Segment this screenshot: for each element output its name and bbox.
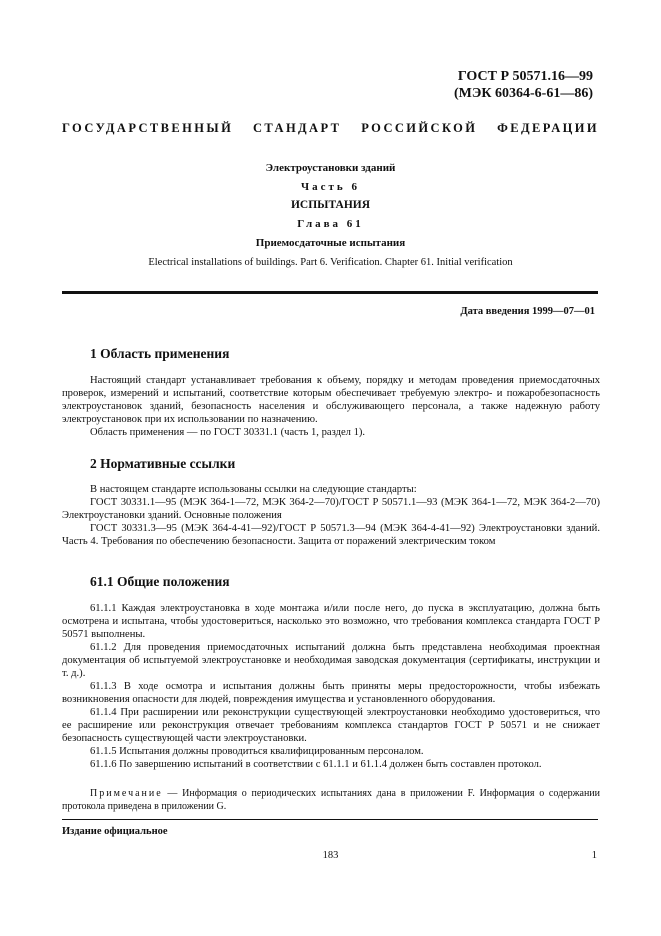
section-2-heading (90, 456, 235, 472)
banner-word: ГОСУДАРСТВЕННЫЙ (62, 121, 234, 135)
section-1-heading: 1 Область применения (90, 346, 230, 361)
title-english: Electrical installations of buildings. Part 6. Verification. Chapter 61. Initial verification (148, 257, 513, 268)
edition-label: Издание официальное (62, 826, 168, 837)
note-label: Примечание (90, 788, 163, 799)
section-2-heading-text: 2 Нормативные ссылки (90, 456, 236, 471)
note-text: — Информация о периодических испытаниях дана в приложении F. Информация о содержании протокола приведена в приложении G. (62, 788, 600, 812)
document-header (454, 68, 593, 102)
title-main: Электроустановки зданий (265, 162, 396, 174)
title-chapter: Глава 61 (297, 218, 364, 230)
paragraph: 61.1.6 По завершению испытаний в соответствии с 61.1.1 и 61.1.4 должен быть составлен протокол. (90, 759, 542, 770)
section-1-body (62, 374, 600, 439)
section-61-1-heading: 61.1 Общие положения (90, 574, 230, 589)
standard-number: ГОСТ Р 50571.16—99 (457, 69, 593, 84)
paragraph: Настоящий стандарт устанавливает требования к объему, порядку и методам проведения приемосдаточных проверок, измерений и испытаний, соответствие которым обеспечивает требуемую электро- и пожаробезопасность электроустановок зданий, безопасность населения и обслуживающего персонала, а также надежную работу электроустановок при их использовании по назначению. (62, 375, 600, 425)
paragraph: В настоящем стандарте использованы ссылки на следующие стандарты: (90, 484, 417, 495)
paragraph: 61.1.3 В ходе осмотра и испытания должны быть приняты меры предосторожности, чтобы избежать возникновения опасности для людей, повреждения имущества и установленного оборудования. (62, 681, 600, 705)
standard-banner (62, 121, 599, 136)
paragraph: 61.1.1 Каждая электроустановка в ходе монтажа и/или после него, до пуска в эксплуатацию, должна быть осмотрена и испытана, чтобы удостовериться, насколько это возможно, что требования комплекса стандарта ГОСТ Р 50571 выполнены. (62, 603, 600, 640)
section-2-body (62, 483, 600, 548)
iec-number: (МЭК 60364-6-61—86) (453, 86, 593, 101)
page-number: 183 (322, 850, 339, 861)
paragraph: 61.1.5 Испытания должны проводиться квалифицированным персоналом. (90, 746, 424, 757)
paragraph: 61.1.4 При расширении или реконструкции существующей электроустановки необходимо удостовериться, что ее расширение или реконструкция отвечает требованиям комплекса стандартов ГОСТ Р 50571 и не снижает безопасность существующей части электроустановки. (62, 707, 600, 744)
sheet-number: 1 (591, 850, 597, 861)
banner-word: ФЕДЕРАЦИИ (497, 121, 599, 135)
title-divider (62, 291, 598, 294)
footer-divider (62, 819, 598, 820)
date-of-introduction: Дата введения 1999—07—01 (460, 306, 595, 317)
paragraph: ГОСТ 30331.3—95 (МЭК 364-4-41—92)/ГОСТ Р 50571.3—94 (МЭК 364-4-41—92) Электроустановки зданий. Часть 4. Требования по обеспечению безопасности. Защита от поражений электрическим током (62, 523, 600, 547)
title-chapter-name: Приемосдаточные испытания (255, 237, 406, 249)
banner-word: РОССИЙСКОЙ (361, 121, 478, 135)
paragraph: Область применения — по ГОСТ 30331.1 (часть 1, раздел 1). (90, 427, 366, 438)
banner-word: СТАНДАРТ (252, 121, 342, 135)
paragraph: ГОСТ 30331.1—95 (МЭК 364-1—72, МЭК 364-2—70)/ГОСТ Р 50571.1—93 (МЭК 364-1—72, МЭК 364-2—70) Электроустановки зданий. Основные положения (62, 497, 600, 521)
paragraph: 61.1.2 Для проведения приемосдаточных испытаний должна быть представлена необходимая проектная документация об испытуемой электроустановке и необходимая заводская документация (сертификаты, инструкции и т. д.). (62, 642, 600, 679)
title-part: Часть 6 (301, 181, 360, 193)
section-61-1-body (62, 602, 600, 771)
title-part-name: ИСПЫТАНИЯ (290, 199, 371, 211)
note (62, 788, 600, 813)
